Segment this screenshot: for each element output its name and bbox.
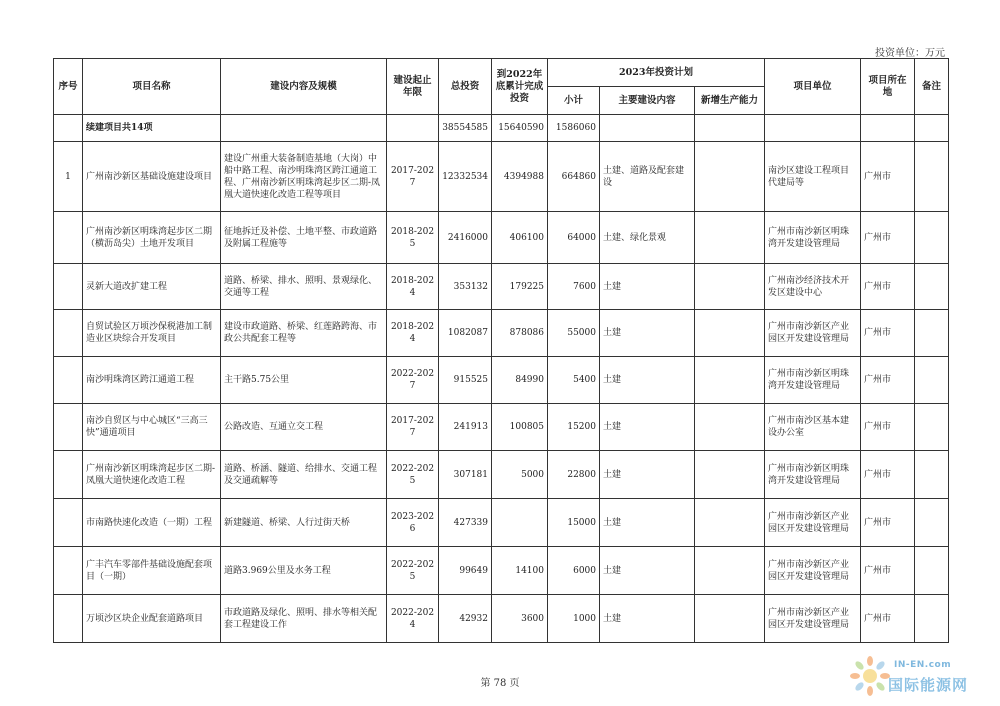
col-subtotal-header: 小计 <box>548 87 600 115</box>
col-content-header: 建设内容及规模 <box>221 59 387 115</box>
col-unit-header: 项目单位 <box>765 59 861 115</box>
summary-cumulative: 15640590 <box>492 115 548 142</box>
table-row: 市南路快速化改造（一期）工程 新建隧道、桥梁、人行过街天桥 2023-2026 427339 15000 土建 广州市南沙新区产业园区开发建设管理局 广州市 <box>54 499 949 547</box>
col-cumulative-header: 到2022年底累计完成投资 <box>492 59 548 115</box>
col-name-header: 项目名称 <box>83 59 221 115</box>
col-main-content-header: 主要建设内容 <box>600 87 695 115</box>
col-remarks-header: 备注 <box>915 59 949 115</box>
table-row: 广州南沙新区明珠湾起步区二期（横沥岛尖）土地开发项目 征地拆迁及补偿、土地平整、市政道路及附属工程施等 2018-2025 2416000 406100 64000 土建、绿化景观 广州市南沙新区明珠湾开发建设管理局 广州市 <box>54 212 949 264</box>
table-row: 自贸试验区万顷沙保税港加工制造业区块综合开发项目 建设市政道路、桥梁、红莲路跨海、市政公共配套工程等 2018-2024 1082087 878086 55000 土建 广州市南沙新区产业园区开发建设管理局 广州市 <box>54 310 949 357</box>
col-location-header: 项目所在地 <box>861 59 915 115</box>
summary-label: 续建项目共14项 <box>83 115 221 142</box>
table-row: 广州南沙新区明珠湾起步区二期-凤凰大道快速化改造工程 道路、桥涵、隧道、给排水、交通工程及交通疏解等 2022-2025 307181 5000 22800 土建 广州市南沙新区明珠湾开发建设管理局 广州市 <box>54 451 949 499</box>
unit-note: 投资单位：万元 <box>875 48 945 59</box>
col-plan-2023-header: 2023年投资计划 <box>548 59 765 87</box>
table-row: 广丰汽车零部件基础设施配套项目（一期） 道路3.969公里及水务工程 2022-2025 99649 14100 6000 土建 广州市南沙新区产业园区开发建设管理局 广州市 <box>54 547 949 595</box>
investment-table <box>53 58 949 643</box>
watermark-text: 国际能源网 <box>888 676 969 694</box>
col-new-capacity-header: 新增生产能力 <box>695 87 765 115</box>
summary-subtotal: 1586060 <box>548 115 600 142</box>
header-row-1 <box>54 59 949 87</box>
sun-logo-icon <box>848 654 892 698</box>
summary-row <box>54 115 949 142</box>
table-row: 1 广州南沙新区基础设施建设项目 建设广州重大装备制造基地（大岗）中船中路工程、南沙明珠湾区跨江通道工程、广州南沙新区明珠湾起步区二期-凤凰大道快速化改造工程等项目 2017-2027 12332534 4394988 664860 土建、道路及配套建设 南沙区建设工程项目代建局等 广州市 <box>54 142 949 212</box>
table-row: 南沙明珠湾区跨江通道工程 主干路5.75公里 2022-2027 915525 84990 5400 土建 广州市南沙新区明珠湾开发建设管理局 广州市 <box>54 357 949 404</box>
page-number: 第 78 页 <box>480 678 520 689</box>
table-row: 南沙自贸区与中心城区“三高三快”通道项目 公路改造、互通立交工程 2017-2027 241913 100805 15200 土建 广州市南沙区基本建设办公室 广州市 <box>54 404 949 451</box>
col-years-header: 建设起止年限 <box>387 59 439 115</box>
col-seq-header: 序号 <box>54 59 83 115</box>
watermark-logo <box>848 652 998 702</box>
watermark-url: IN-EN.com <box>894 660 952 670</box>
summary-total: 38554585 <box>439 115 492 142</box>
col-total-header: 总投资 <box>439 59 492 115</box>
table-row: 万顷沙区块企业配套道路项目 市政道路及绿化、照明、排水等相关配套工程建设工作 2022-2024 42932 3600 1000 土建 广州市南沙新区产业园区开发建设管理局 广州市 <box>54 595 949 643</box>
table-row: 灵新大道改扩建工程 道路、桥梁、排水、照明、景观绿化、交通等工程 2018-2024 353132 179225 7600 土建 广州南沙经济技术开发区建设中心 广州市 <box>54 264 949 310</box>
